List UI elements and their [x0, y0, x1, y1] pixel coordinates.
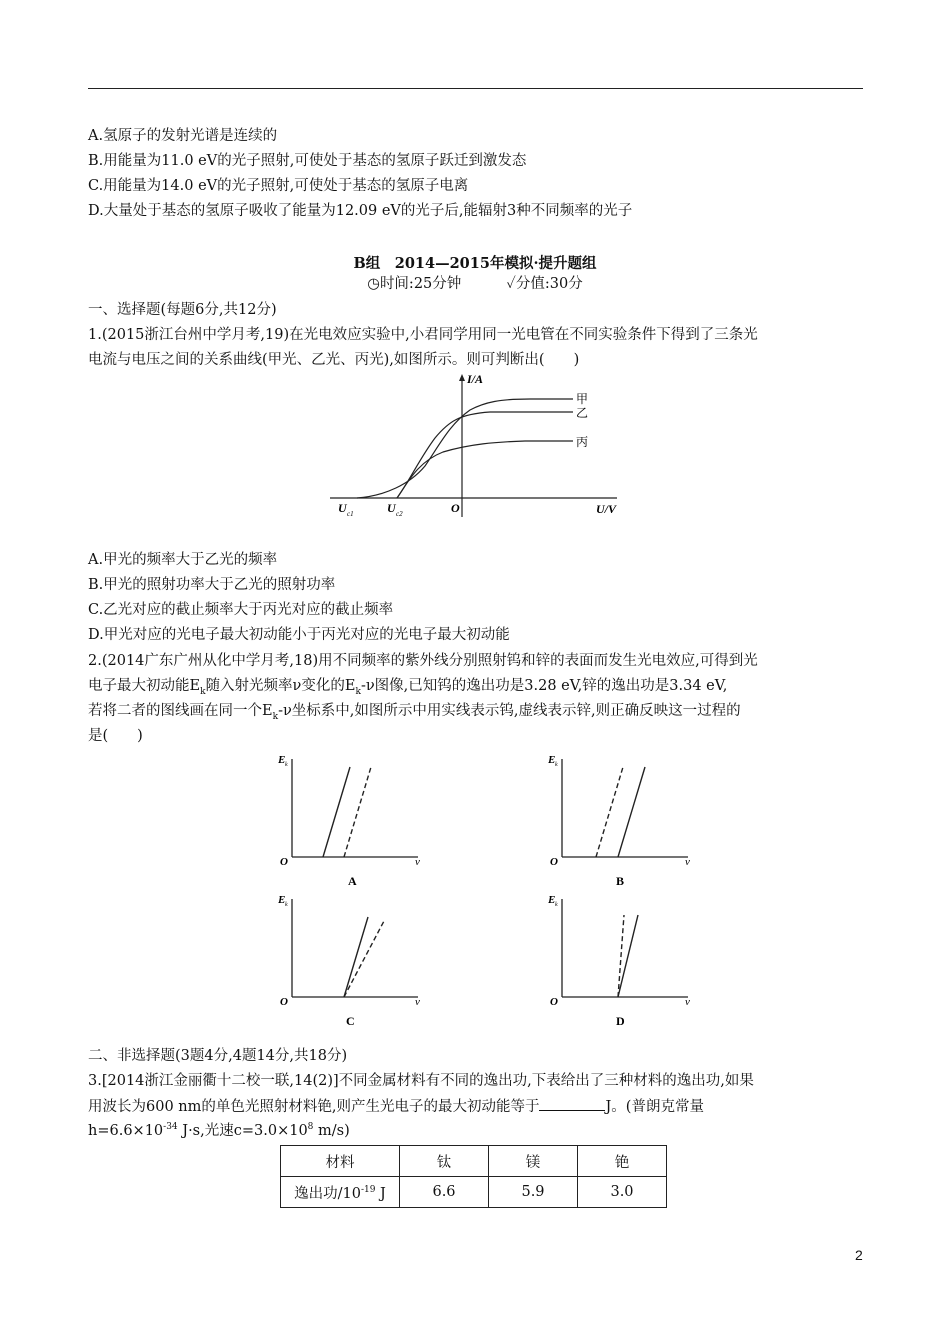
label-bing: 丙 [576, 435, 589, 449]
svg-text:O: O [280, 996, 288, 1008]
svg-text:O: O [280, 856, 288, 868]
work-function-table [280, 1145, 667, 1208]
table-cell: 5.9 [489, 1177, 578, 1208]
q1-option-d: D.甲光对应的光电子最大初动能小于丙光对应的光电子最大初动能 [88, 627, 510, 643]
q2-graph-d [548, 885, 698, 1034]
prev-option-a: A.氢原子的发射光谱是连续的 [88, 128, 278, 144]
svg-text:E: E [278, 894, 286, 906]
uc2-sub: c2 [396, 510, 403, 518]
svg-text:O: O [550, 996, 558, 1008]
svg-text:k: k [555, 902, 558, 908]
prev-option-b: B.用能量为11.0 eV的光子照射,可使处于基态的氢原子跃迁到激发态 [88, 153, 527, 169]
q2-stem-line1: 2.(2014广东广州从化中学月考,18)用不同频率的紫外线分别照射钨和锌的表面而发生光电效应,可得到光 [88, 653, 758, 669]
label-yi: 乙 [576, 406, 589, 420]
group-meta [0, 272, 950, 293]
svg-text:ν: ν [415, 996, 420, 1008]
svg-text:O: O [550, 856, 558, 868]
q1-stem-line2: 电流与电压之间的关系曲线(甲光、乙光、丙光),如图所示。则可判断出( ) [88, 352, 580, 368]
svg-text:E: E [548, 894, 556, 906]
group-title: B组 2014—2015年模拟·提升题组 [353, 255, 597, 272]
table-cell: 6.6 [400, 1177, 489, 1208]
table-header-cell: 钛 [400, 1146, 489, 1177]
curve-jia [357, 399, 573, 498]
svg-text:ν: ν [685, 856, 690, 868]
origin-label: O [451, 501, 460, 515]
uc1-sub: c1 [347, 510, 354, 518]
svg-text:ν: ν [685, 996, 690, 1008]
uc2-label: U [387, 501, 396, 515]
uc1-label: U [338, 501, 347, 515]
curve-bing [397, 441, 573, 498]
q2-stem-line4: 是( ) [88, 728, 143, 744]
table-row-label: 逸出功$/10^{-19}$ J [281, 1177, 400, 1208]
score-label: 分值:30分 [515, 276, 583, 292]
curve-yi [397, 412, 573, 498]
solid-line-tungsten [323, 767, 350, 857]
x-axis-label: U/V [596, 502, 617, 516]
graph-label-a: A [348, 874, 357, 888]
svg-text:k: k [285, 902, 288, 908]
table-header-row [281, 1146, 667, 1177]
q1-option-a: A.甲光的频率大于乙光的频率 [88, 552, 278, 568]
q2-stem-line3: 若将二者的图线画在同一个$E_k-\nu$坐标系中,如图所示中用实线表示钨,虚线表示锌,则正确反映这一过程的 [88, 703, 741, 722]
q2-graph-a [278, 745, 428, 894]
q2-stem-line2: 电子最大初动能$E_k$随入射光频率ν变化的$E_k-\nu$图像,已知钨的逸出功是3.28 eV,锌的逸出功是3.34 eV, [88, 678, 728, 697]
label-jia: 甲 [576, 392, 589, 406]
table-header-cell: 镁 [489, 1146, 578, 1177]
page-number: 2 [855, 1247, 863, 1263]
graph-label-b: B [616, 874, 625, 888]
section-1-heading: 一、选择题(每题6分,共12分) [88, 302, 277, 318]
svg-text:k: k [555, 762, 558, 768]
table-header-cell: 铯 [578, 1146, 667, 1177]
time-label: 时间:25分钟 [379, 276, 462, 292]
q1-option-c: C.乙光对应的截止频率大于丙光对应的截止频率 [88, 602, 394, 618]
q3-stem-line3: $h=6.6\times 10^{-34}$ J·s,光速$c=3.0\times 10^8$ m/s) [88, 1122, 350, 1139]
dashed-line-zinc [344, 767, 371, 857]
q3-stem-line1: 3.[2014浙江金丽衢十二校一联,14(2)]不同金属材料有不同的逸出功,下表给出了三种材料的逸出功,如果 [88, 1073, 754, 1089]
svg-text:E: E [548, 754, 556, 766]
svg-text:E: E [278, 754, 286, 766]
q1-figure [325, 372, 625, 526]
y-axis-label: I/A [467, 372, 484, 386]
prev-option-d: D.大量处于基态的氢原子吸收了能量为12.09 eV的光子后,能辐射3种不同频率的光子 [88, 203, 633, 219]
q3-stem-line2: 用波长为600 nm的单色光照射材料铯,则产生光电子的最大初动能等于 J。(普朗克常量 [88, 1096, 704, 1117]
graph-label-c: C [346, 1014, 355, 1028]
table-row [281, 1177, 667, 1208]
header-rule [88, 88, 863, 89]
y-axis-arrow [459, 374, 465, 381]
prev-option-c: C.用能量为14.0 eV的光子照射,可使处于基态的氢原子电离 [88, 178, 469, 194]
q1-stem-line1: 1.(2015浙江台州中学月考,19)在光电效应实验中,小君同学用同一光电管在不同实验条件下得到了三条光 [88, 327, 758, 343]
solid-line-tungsten [618, 767, 645, 857]
section-2-heading: 二、非选择题(3题4分,4题14分,共18分) [88, 1048, 348, 1064]
check-icon: ✓ [506, 276, 516, 292]
q2-graph-b [548, 745, 698, 894]
answer-blank[interactable] [539, 1096, 605, 1111]
dashed-line-zinc [596, 767, 623, 857]
svg-text:ν: ν [415, 856, 420, 868]
table-header-cell: 材料 [281, 1146, 400, 1177]
table-cell: 3.0 [578, 1177, 667, 1208]
clock-icon: ◷ [367, 276, 380, 292]
graph-label-d: D [616, 1014, 625, 1028]
q2-graph-c [278, 885, 428, 1034]
svg-text:k: k [285, 762, 288, 768]
q1-option-b: B.甲光的照射功率大于乙光的照射功率 [88, 577, 336, 593]
